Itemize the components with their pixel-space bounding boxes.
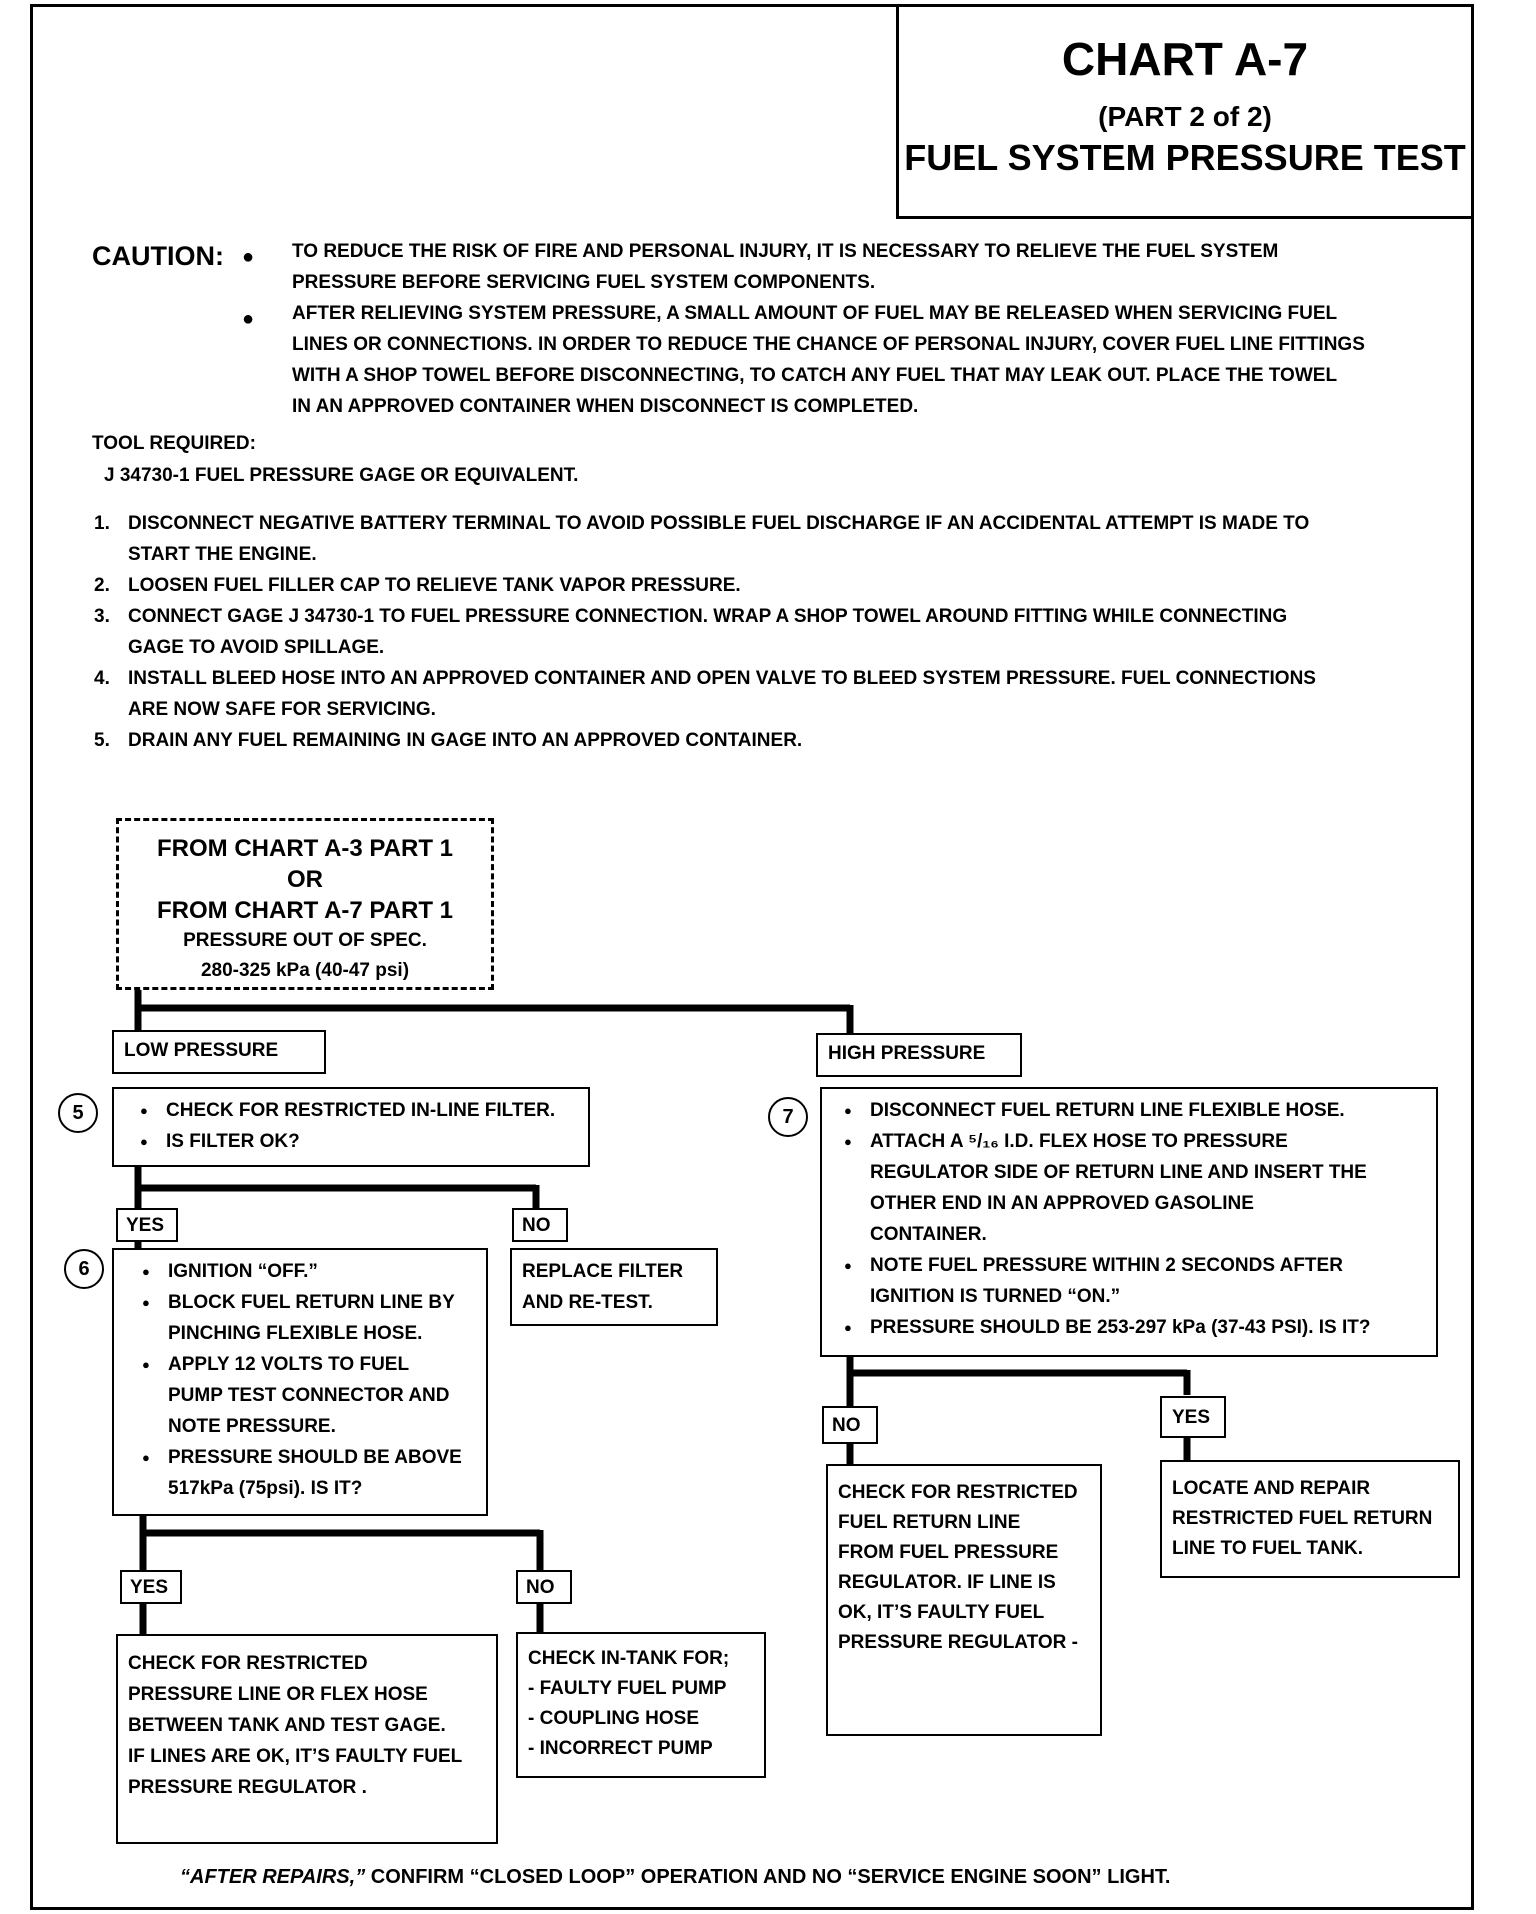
step-6-line: ● IGNITION “OFF.” (168, 1261, 318, 1282)
step-7-box (820, 1087, 1438, 1357)
caution-line: LINES OR CONNECTIONS. IN ORDER TO REDUCE THE CHANCE OF PERSONAL INJURY, COVER FUEL LINE FITTINGS (292, 334, 1365, 355)
step-line: ARE NOW SAFE FOR SERVICING. (128, 699, 436, 720)
low-pressure-label: LOW PRESSURE (112, 1030, 326, 1074)
start-line: OR (287, 866, 323, 893)
footer-emphasis: “AFTER REPAIRS,” (180, 1866, 366, 1888)
step-number: 4. (94, 668, 110, 689)
step-7-item (870, 1126, 1426, 1250)
step-7-marker: 7 (768, 1097, 808, 1137)
step-7-line: ● PRESSURE SHOULD BE 253-297 kPa (37-43 PSI). IS IT? (870, 1317, 1371, 1338)
step-7-line: IGNITION IS TURNED “ON.” (870, 1286, 1121, 1307)
start-line: FROM CHART A-3 PART 1 (157, 835, 453, 862)
step-6-line: PUMP TEST CONNECTOR AND (168, 1385, 450, 1406)
restricted-pressure-box (116, 1634, 498, 1844)
tool-required-label: TOOL REQUIRED: (92, 433, 256, 454)
step-number: 5. (94, 730, 110, 751)
step-5-item: ● CHECK FOR RESTRICTED IN-LINE FILTER. (166, 1095, 578, 1126)
result-line: LINE TO FUEL TANK. (1172, 1538, 1364, 1559)
step-5-box (112, 1087, 590, 1167)
restricted-return-box (826, 1464, 1102, 1736)
step-5-item: ● IS FILTER OK? (166, 1126, 578, 1157)
step-7-line: CONTAINER. (870, 1224, 987, 1245)
locate-repair-box (1160, 1460, 1460, 1578)
step-line: CONNECT GAGE J 34730-1 TO FUEL PRESSURE CONNECTION. WRAP A SHOP TOWEL AROUND FITTING WHILE CONNECTING (128, 606, 1288, 627)
step-7-line: ● ATTACH A ⁵/₁₆ I.D. FLEX HOSE TO PRESSURE (870, 1131, 1288, 1152)
step-7-item (870, 1312, 1426, 1343)
step-7-item (870, 1250, 1426, 1312)
result-line: IF LINES ARE OK, IT’S FAULTY FUEL (128, 1746, 463, 1767)
step-7-line: ● NOTE FUEL PRESSURE WITHIN 2 SECONDS AFTER (870, 1255, 1343, 1276)
caution-line: TO REDUCE THE RISK OF FIRE AND PERSONAL INJURY, IT IS NECESSARY TO RELIEVE THE FUEL SYSTEM (292, 241, 1279, 262)
step-6-no-label: NO (516, 1570, 572, 1604)
step-line: START THE ENGINE. (128, 544, 317, 565)
result-line: RESTRICTED FUEL RETURN (1172, 1508, 1433, 1529)
result-line: REGULATOR. IF LINE IS (838, 1572, 1056, 1593)
caution-label: CAUTION: (92, 241, 224, 271)
footer-text: CONFIRM “CLOSED LOOP” OPERATION AND NO “SERVICE ENGINE SOON” LIGHT. (365, 1866, 1171, 1888)
step-6-line: NOTE PRESSURE. (168, 1416, 336, 1437)
step-line: DISCONNECT NEGATIVE BATTERY TERMINAL TO AVOID POSSIBLE FUEL DISCHARGE IF AN ACCIDENTAL ATTEMPT IS MADE TO (128, 513, 1310, 534)
step-7-line: OTHER END IN AN APPROVED GASOLINE (870, 1193, 1254, 1214)
start-line: 280-325 kPa (40-47 psi) (200, 960, 410, 981)
result-line: CHECK IN-TANK FOR; (528, 1648, 730, 1669)
replace-line: AND RE-TEST. (522, 1292, 653, 1313)
step-7-item (870, 1095, 1426, 1126)
step-5-yes-label: YES (116, 1208, 178, 1242)
start-box (116, 818, 494, 990)
high-pressure-label: HIGH PRESSURE (816, 1033, 1022, 1077)
step-6-item (168, 1256, 476, 1287)
step-6-line: PINCHING FLEXIBLE HOSE. (168, 1323, 423, 1344)
tool-item: J 34730-1 FUEL PRESSURE GAGE OR EQUIVALENT. (104, 465, 579, 486)
in-tank-check-box (516, 1632, 766, 1778)
step-5-marker: 5 (58, 1093, 98, 1133)
replace-line: REPLACE FILTER (522, 1261, 684, 1282)
step-6-marker: 6 (64, 1249, 104, 1289)
caution-line: IN AN APPROVED CONTAINER WHEN DISCONNECT IS COMPLETED. (292, 396, 919, 417)
chart-number: CHART A-7 (1061, 33, 1309, 85)
step-7-line: ● DISCONNECT FUEL RETURN LINE FLEXIBLE HOSE. (870, 1100, 1345, 1121)
step-number: 3. (94, 606, 110, 627)
step-line: GAGE TO AVOID SPILLAGE. (128, 637, 385, 658)
caution-line: WITH A SHOP TOWEL BEFORE DISCONNECTING, TO CATCH ANY FUEL THAT MAY LEAK OUT. PLACE THE TOWEL (292, 365, 1338, 386)
result-line: - FAULTY FUEL PUMP (528, 1678, 727, 1699)
step-6-line: 517kPa (75psi). IS IT? (168, 1478, 363, 1499)
step-6-item (168, 1349, 476, 1442)
start-line: PRESSURE OUT OF SPEC. (183, 930, 427, 951)
result-line: PRESSURE REGULATOR - (838, 1632, 1078, 1653)
result-line: PRESSURE LINE OR FLEX HOSE (128, 1684, 428, 1705)
result-line: CHECK FOR RESTRICTED (838, 1482, 1078, 1503)
step-line: LOOSEN FUEL FILLER CAP TO RELIEVE TANK VAPOR PRESSURE. (128, 575, 741, 596)
start-line: FROM CHART A-7 PART 1 (157, 897, 453, 924)
step-line: INSTALL BLEED HOSE INTO AN APPROVED CONTAINER AND OPEN VALVE TO BLEED SYSTEM PRESSURE. FUEL CONNECTIONS (128, 668, 1316, 689)
step-6-line: ● PRESSURE SHOULD BE ABOVE (168, 1447, 462, 1468)
caution-line: PRESSURE BEFORE SERVICING FUEL SYSTEM COMPONENTS. (292, 272, 876, 293)
result-line: - INCORRECT PUMP (528, 1738, 713, 1759)
result-line: CHECK FOR RESTRICTED (128, 1653, 368, 1674)
result-line: BETWEEN TANK AND TEST GAGE. (128, 1715, 446, 1736)
result-line: - COUPLING HOSE (528, 1708, 700, 1729)
chart-part: (PART 2 of 2) (1098, 101, 1272, 132)
step-6-line: ● APPLY 12 VOLTS TO FUEL (168, 1354, 410, 1375)
caution-bullet: ● (242, 308, 255, 330)
step-number: 2. (94, 575, 110, 596)
caution-bullet: ● (242, 246, 255, 268)
result-line: FUEL RETURN LINE (838, 1512, 1021, 1533)
result-line: PRESSURE REGULATOR . (128, 1777, 367, 1798)
step-6-item (168, 1287, 476, 1349)
result-line: LOCATE AND REPAIR (1172, 1478, 1371, 1499)
chart-title: FUEL SYSTEM PRESSURE TEST (904, 137, 1466, 178)
step-6-item (168, 1442, 476, 1504)
footer-note (180, 1866, 1170, 1889)
step-number: 1. (94, 513, 110, 534)
step-line: DRAIN ANY FUEL REMAINING IN GAGE INTO AN APPROVED CONTAINER. (128, 730, 803, 751)
result-line: OK, IT’S FAULTY FUEL (838, 1602, 1045, 1623)
result-line: FROM FUEL PRESSURE (838, 1542, 1059, 1563)
step-5-no-label: NO (512, 1208, 568, 1242)
caution-line: AFTER RELIEVING SYSTEM PRESSURE, A SMALL AMOUNT OF FUEL MAY BE RELEASED WHEN SERVICING FUEL (292, 303, 1338, 324)
step-6-box (112, 1248, 488, 1516)
step-6-yes-label: YES (120, 1570, 182, 1604)
step-7-yes-label: YES (1160, 1396, 1226, 1438)
step-6-line: ● BLOCK FUEL RETURN LINE BY (168, 1292, 455, 1313)
step-7-line: REGULATOR SIDE OF RETURN LINE AND INSERT THE (870, 1162, 1367, 1183)
step-7-no-label: NO (822, 1406, 878, 1444)
replace-filter-box (510, 1248, 718, 1326)
